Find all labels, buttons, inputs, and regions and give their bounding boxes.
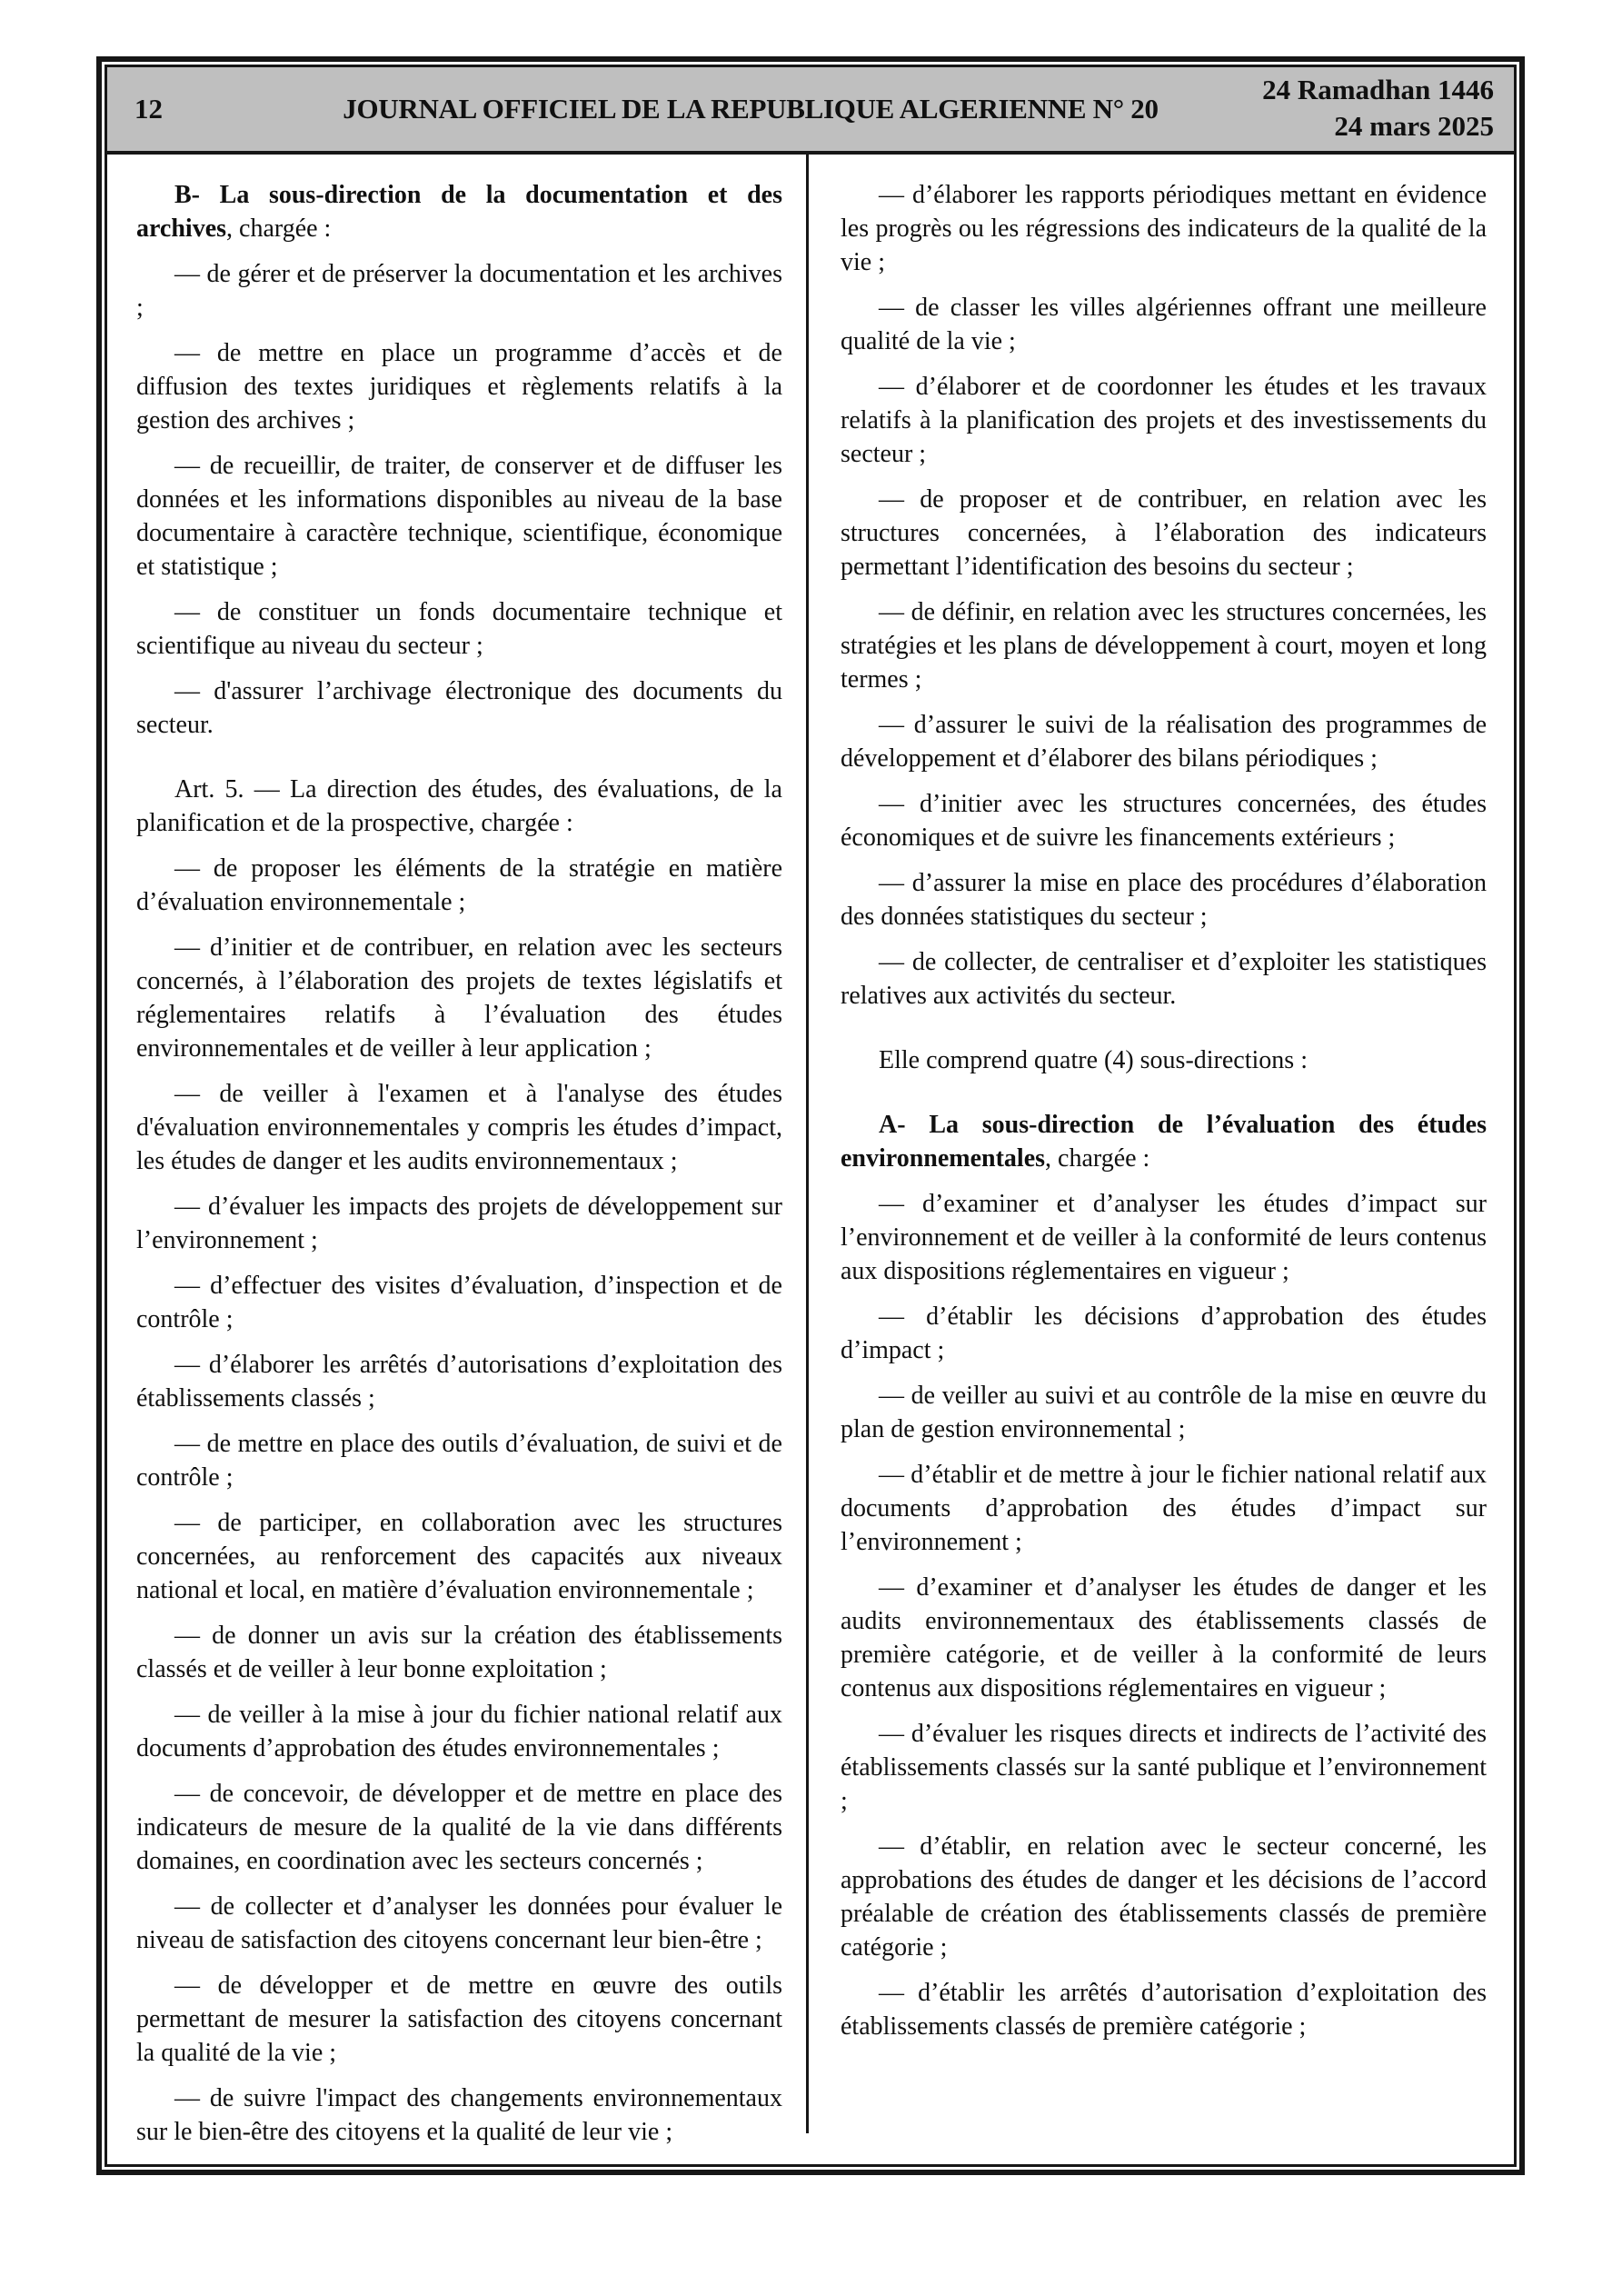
paragraph: — de veiller au suivi et au contrôle de la mise en œuvre du plan de gestion environnemental ; [841, 1382, 1487, 1443]
page-content [107, 155, 1514, 2164]
paragraph: — d’effectuer des visites d’évaluation, d’inspection et de contrôle ; [136, 1272, 782, 1333]
paragraph: — d’élaborer et de coordonner les études et les travaux relatifs à la planification des projets et des investissements du secteur ; [841, 373, 1487, 468]
paragraph: — de proposer les éléments de la stratégie en matière d’évaluation environnementale ; [136, 854, 782, 916]
paragraph: — d’établir, en relation avec le secteur concerné, les approbations des études de danger et les décisions de l’accord préalable de création des établissements classés de première catégorie ; [841, 1832, 1487, 1962]
paragraph: — de constituer un fonds documentaire technique et scientifique au niveau du secteur ; [136, 598, 782, 660]
paragraph: — de développer et de mettre en œuvre des outils permettant de mesurer la satisfaction des citoyens concernant la qualité de la vie ; [136, 1972, 782, 2067]
date-gregorian: 24 mars 2025 [1334, 110, 1494, 142]
paragraph: — d’évaluer les risques directs et indirects de l’activité des établissements classés sur la santé publique et l’environnement ; [841, 1720, 1487, 1815]
paragraph: — de suivre l'impact des changements environnementaux sur le bien-être des citoyens et la qualité de leur vie ; [136, 2084, 782, 2146]
paragraph: Elle comprend quatre (4) sous-directions : [879, 1046, 1308, 1074]
page-frame [96, 56, 1525, 2175]
paragraph: Art. 5. — La direction des études, des évaluations, de la planification et de la prospective, chargée : [136, 775, 782, 837]
paragraph: — de collecter et d’analyser les données pour évaluer le niveau de satisfaction des citoyens concernant leur bien-être ; [136, 1892, 782, 1954]
paragraph: — d’assurer la mise en place des procédures d’élaboration des données statistiques du secteur ; [841, 869, 1487, 931]
date-hijri: 24 Ramadhan 1446 [1262, 74, 1494, 105]
paragraph: — de participer, en collaboration avec les structures concernées, au renforcement des capacités aux niveaux national et local, en matière d’évaluation environnementale ; [136, 1509, 782, 1604]
paragraph: — d’évaluer les impacts des projets de développement sur l’environnement ; [136, 1193, 782, 1254]
paragraph: — d’initier avec les structures concernées, des études économiques et de suivre les financements extérieurs ; [841, 790, 1487, 852]
section-heading: B- La sous-direction de la documentation et des archives, chargée : [136, 181, 782, 243]
right-column [810, 178, 1507, 2164]
journal-title: JOURNAL OFFICIEL DE LA REPUBLIQUE ALGERIENNE N° 20 [343, 93, 1159, 125]
paragraph: — d’élaborer les rapports périodiques mettant en évidence les progrès ou les régressions des indicateurs de la qualité de la vie ; [841, 181, 1487, 276]
paragraph: — de veiller à la mise à jour du fichier national relatif aux documents d’approbation des études environnementales ; [136, 1701, 782, 1762]
paragraph: — de concevoir, de développer et de mettre en place des indicateurs de mesure de la qualité de la vie dans différents domaines, en coordination avec les secteurs concernés ; [136, 1780, 782, 1875]
paragraph: — de recueillir, de traiter, de conserver et de diffuser les données et les informations disponibles au niveau de la base documentaire à caractère technique, scientifique, économique et statistique ; [136, 452, 782, 581]
paragraph: — de proposer et de contribuer, en relation avec les structures concernées, à l’élaboration des indicateurs permettant l’identification des besoins du secteur ; [841, 485, 1487, 581]
paragraph: — de gérer et de préserver la documentation et les archives ; [136, 260, 782, 322]
page-number: 12 [134, 93, 163, 125]
paragraph: — de donner un avis sur la création des établissements classés et de veiller à leur bonne exploitation ; [136, 1622, 782, 1683]
paragraph: — d’initier et de contribuer, en relation avec les secteurs concernés, à l’élaboration des projets de textes législatifs et réglementaires relatifs à l’évaluation des études environnementales et de veiller à leur application ; [136, 933, 782, 1063]
paragraph: — d’élaborer les arrêtés d’autorisations d’exploitation des établissements classés ; [136, 1351, 782, 1413]
paragraph: — de veiller à l'examen et à l'analyse des études d'évaluation environnementales y compris les études d’impact, les études de danger et les audits environnementaux ; [136, 1080, 782, 1175]
paragraph: — d’examiner et d’analyser les études d’impact sur l’environnement et de veiller à la conformité de leurs contenus aux dispositions réglementaires en vigueur ; [841, 1190, 1487, 1285]
paragraph: — de définir, en relation avec les structures concernées, les stratégies et les plans de développement à court, moyen et long termes ; [841, 598, 1487, 694]
section-heading: A- La sous-direction de l’évaluation des études environnementales, chargée : [841, 1111, 1487, 1173]
paragraph: — d’établir les décisions d’approbation des études d’impact ; [841, 1303, 1487, 1364]
paragraph: — d’assurer le suivi de la réalisation des programmes de développement et d’élaborer des bilans périodiques ; [841, 711, 1487, 773]
paragraph: — de mettre en place des outils d’évaluation, de suivi et de contrôle ; [136, 1430, 782, 1492]
paragraph: — d’établir les arrêtés d’autorisation d’exploitation des établissements classés de première catégorie ; [841, 1979, 1487, 2041]
paragraph: — d'assurer l’archivage électronique des documents du secteur. [136, 677, 782, 739]
issue-dates [1258, 67, 1494, 151]
page-frame-inner [104, 65, 1517, 2167]
column-divider [806, 155, 809, 2133]
left-column [116, 178, 810, 2164]
paragraph: — de classer les villes algériennes offrant une meilleure qualité de la vie ; [841, 294, 1487, 355]
paragraph: — de collecter, de centraliser et d’exploiter les statistiques relatives aux activités du secteur. [841, 948, 1487, 1010]
header-band [107, 67, 1514, 155]
paragraph: — d’examiner et d’analyser les études de danger et les audits environnementaux des établissements classés de première catégorie, et de veiller à la conformité de leurs contenus aux dispositions réglementaires en vigueur ; [841, 1573, 1487, 1702]
paragraph: — d’établir et de mettre à jour le fichier national relatif aux documents d’approbation des études d’impact sur l’environnement ; [841, 1461, 1487, 1556]
paragraph: — de mettre en place un programme d’accès et de diffusion des textes juridiques et règlements relatifs à la gestion des archives ; [136, 339, 782, 434]
